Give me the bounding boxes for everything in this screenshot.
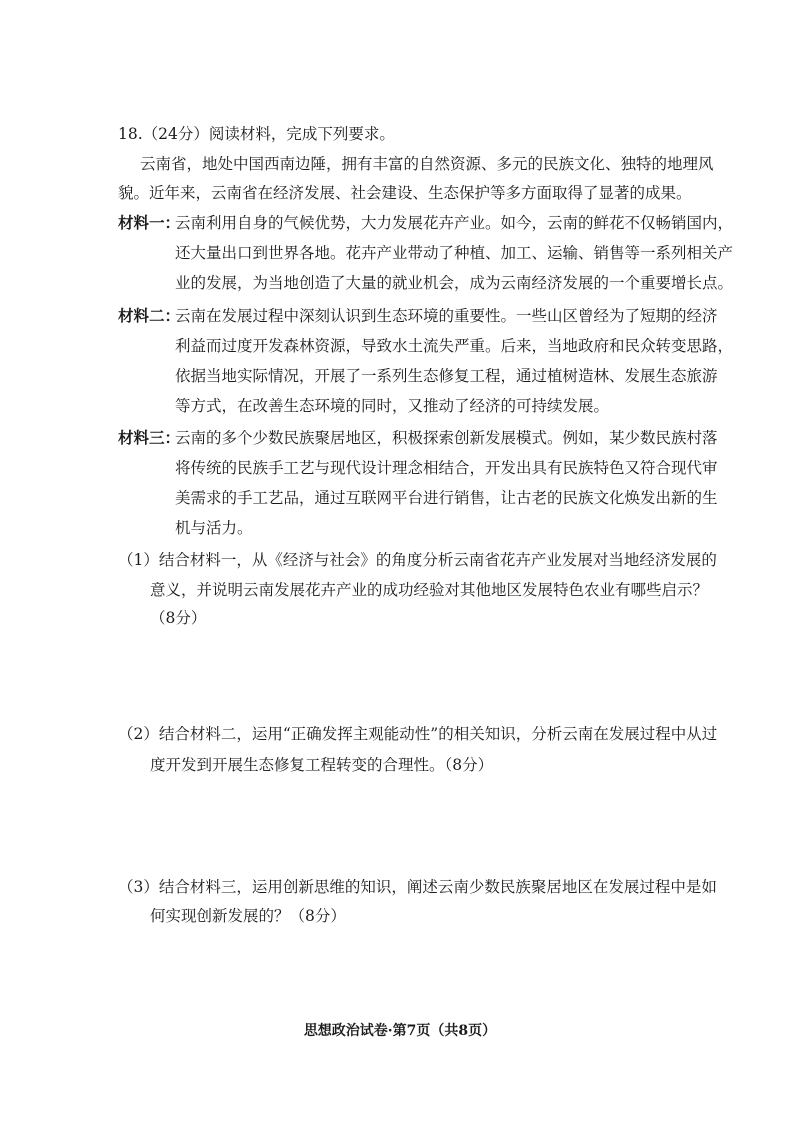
subquestion-line: 度开发到开展生态修复工程转变的合理性。（8分） <box>150 756 494 774</box>
material-line: 云南的多个少数民族聚居地区，积极探索创新发展模式。例如，某少数民族村落 <box>175 429 718 447</box>
subquestion-line: 意义，并说明云南发展花卉产业的成功经验对其他地区发展特色农业有哪些启示？ <box>150 581 709 599</box>
question-header: 18.（24分）阅读材料，完成下列要求。 <box>118 125 395 143</box>
material-line: 云南利用自身的气候优势，大力发展花卉产业。如今，云南的鲜花不仅畅销国内， <box>175 214 734 232</box>
material-line: 依据当地实际情况，开展了一系列生态修复工程，通过植树造林、发展生态旅游 <box>175 367 718 385</box>
material-line: 利益而过度开发森林资源，导致水土流失严重。后来，当地政府和民众转变思路， <box>175 337 734 355</box>
subquestion-line: （8分） <box>150 609 207 627</box>
material-label: 材料三： <box>118 428 181 447</box>
material-line: 美需求的手工艺品，通过互联网平台进行销售，让古老的民族文化焕发出新的生 <box>175 489 718 507</box>
material-line: 云南在发展过程中深刻认识到生态环境的重要性。一些山区曾经为了短期的经济 <box>175 307 718 325</box>
material-label: 材料二： <box>118 306 181 325</box>
subquestion-line: （3）结合材料三，运用创新思维的知识，阐述云南少数民族聚居地区在发展过程中是如 <box>118 878 717 896</box>
subquestion-line: （2）结合材料二，运用“正确发挥主观能动性”的相关知识，分析云南在发展过程中从过 <box>118 725 718 743</box>
subquestion-line: （1）结合材料一，从《经济与社会》的角度分析云南省花卉产业发展对当地经济发展的 <box>118 551 717 569</box>
material-label: 材料一： <box>118 213 181 232</box>
subquestion-line: 何实现创新发展的？（8分） <box>150 907 346 925</box>
page-footer: 思想政治试卷·第7页（共8页） <box>303 1023 497 1039</box>
intro-line: 云南省，地处中国西南边陲，拥有丰富的自然资源、多元的民族文化、独特的地理风 <box>140 155 714 173</box>
material-line: 机与活力。 <box>175 519 253 537</box>
material-line: 等方式，在改善生态环境的同时，又推动了经济的可持续发展。 <box>175 397 610 415</box>
material-line: 业的发展，为当地创造了大量的就业机会，成为云南经济发展的一个重要增长点。 <box>175 274 734 292</box>
material-line: 将传统的民族手工艺与现代设计理念相结合，开发出具有民族特色又符合现代审 <box>175 459 718 477</box>
intro-line: 貌。近年来，云南省在经济发展、社会建设、生态保护等多方面取得了显著的成果。 <box>118 184 692 202</box>
material-line: 还大量出口到世界各地。花卉产业带动了种植、加工、运输、销售等一系列相关产 <box>175 244 734 262</box>
